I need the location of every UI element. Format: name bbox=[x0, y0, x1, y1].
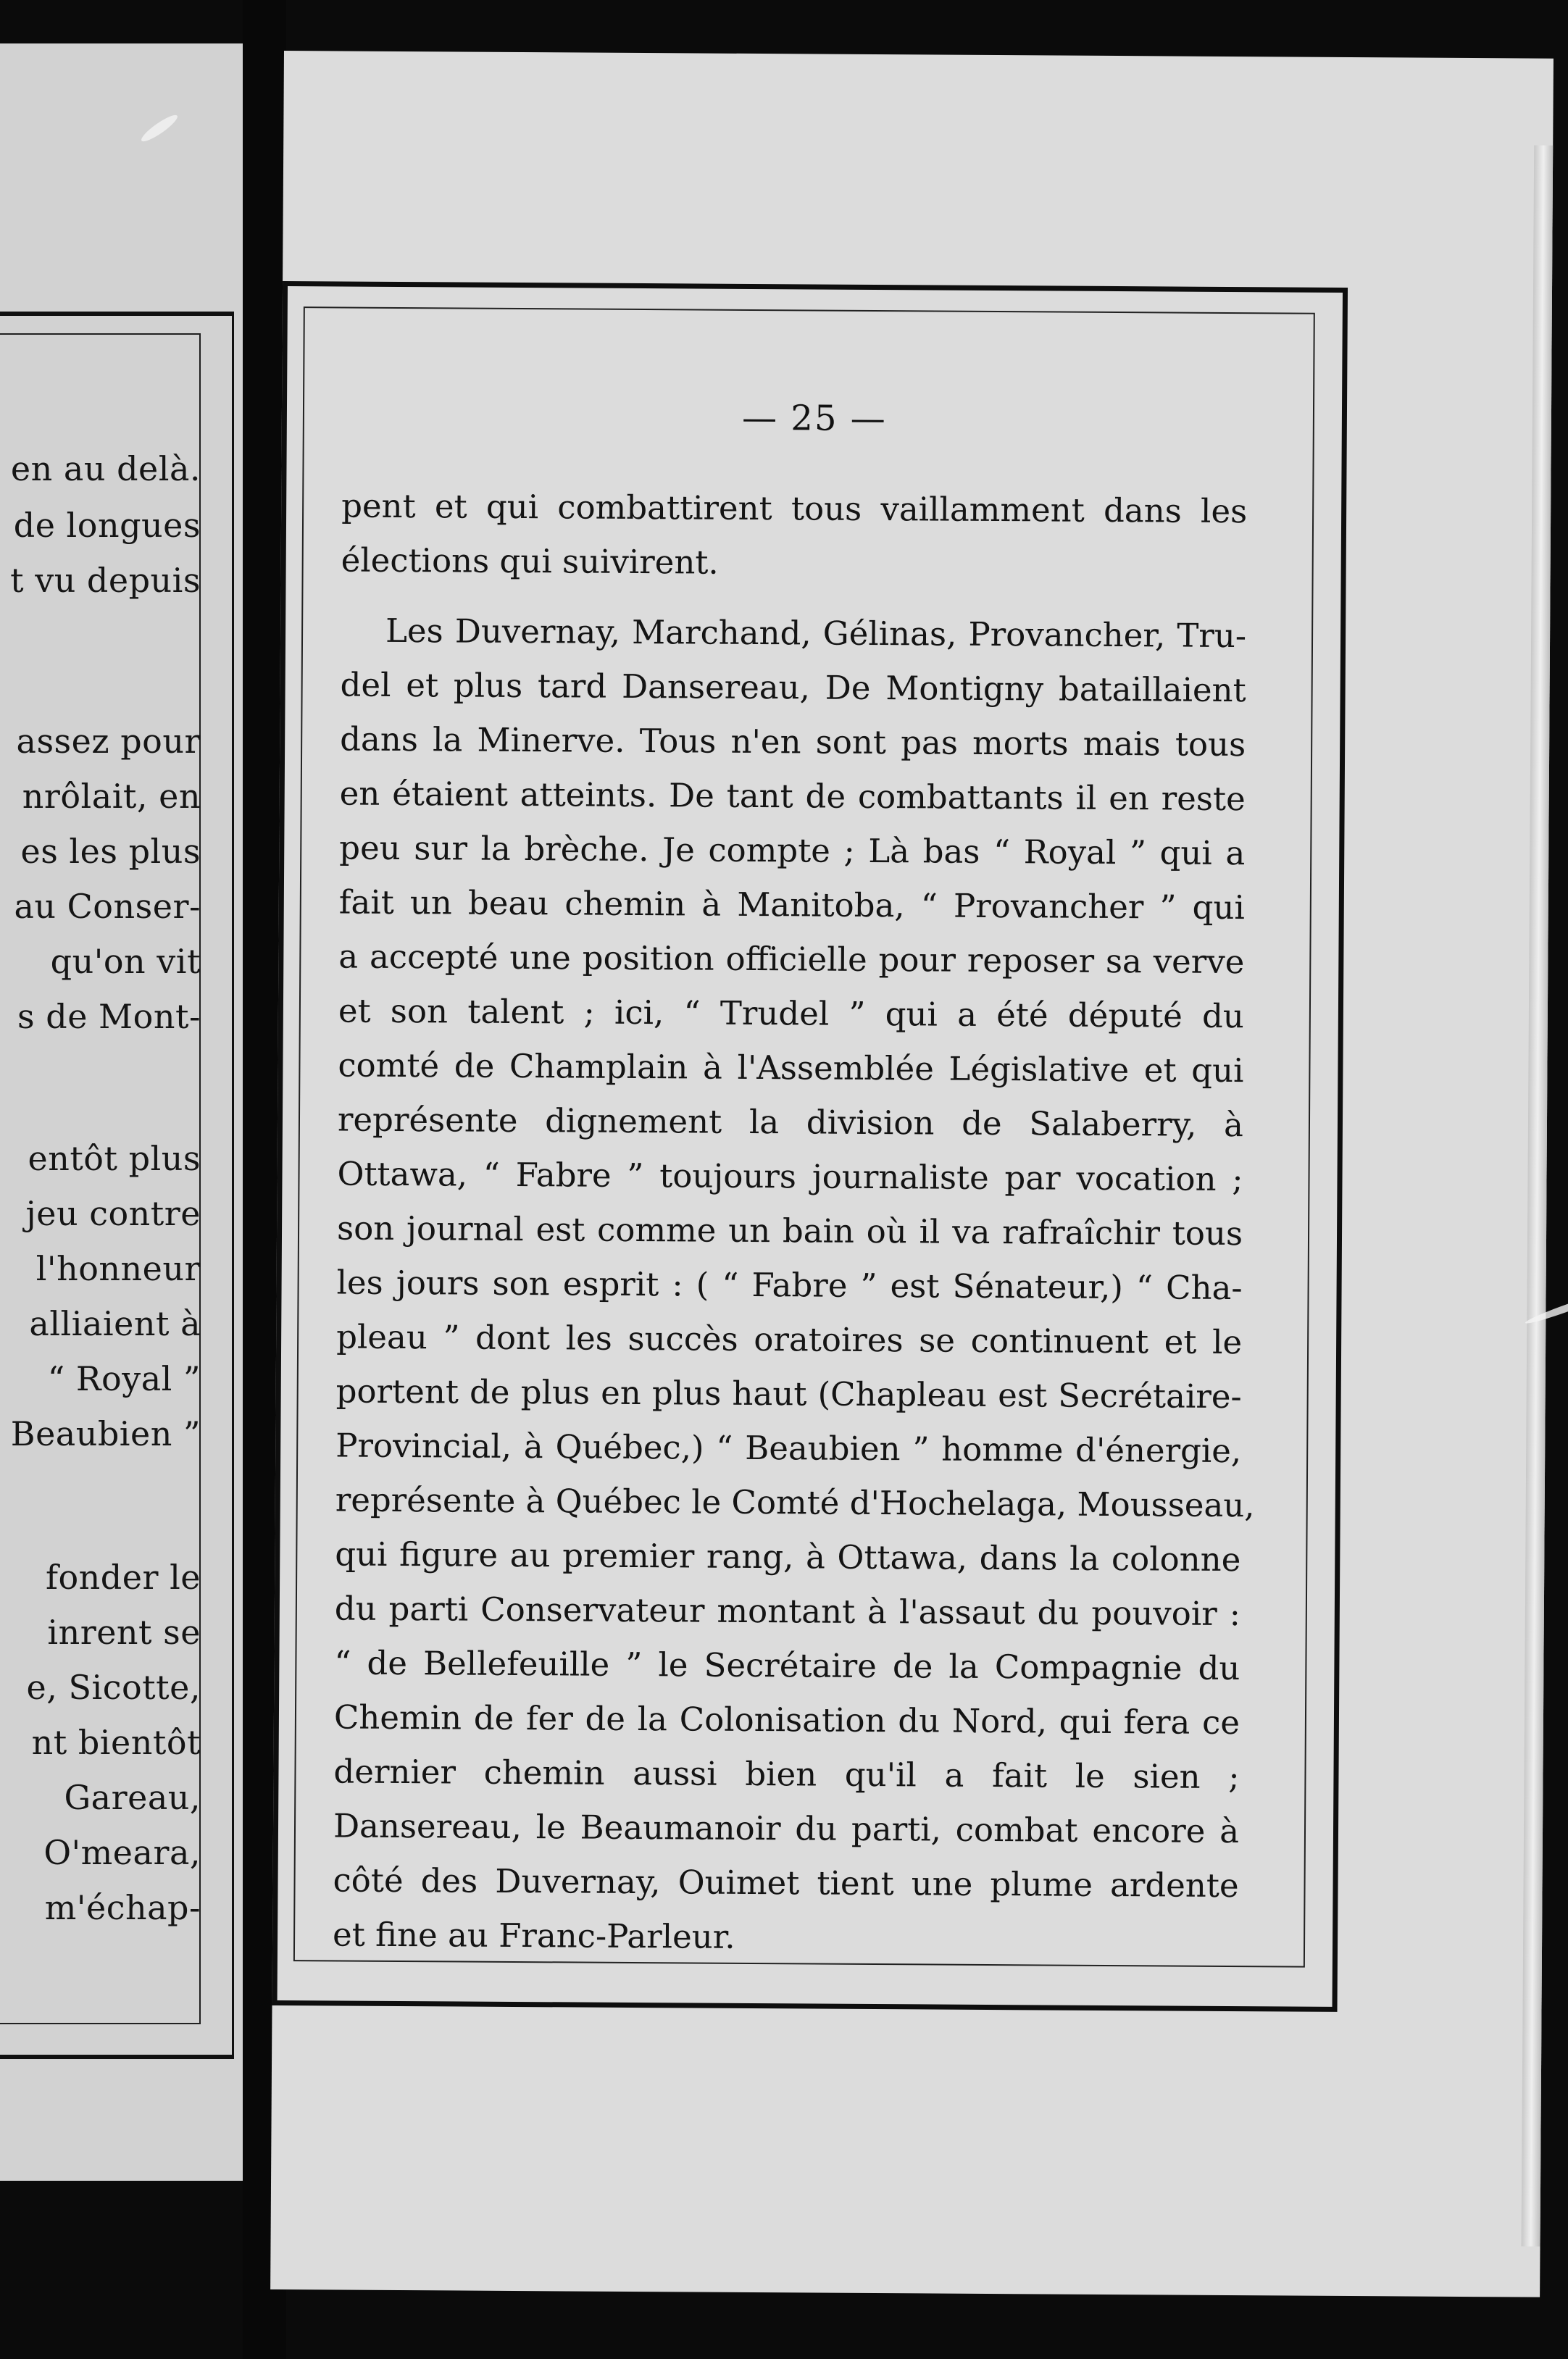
text-line: comté de Champlain à l'Assemblée Législative et qui bbox=[338, 1045, 1244, 1090]
text-line: portent de plus en plus haut (Chapleau est Secrétaire- bbox=[335, 1371, 1242, 1416]
left-page-line: de longues bbox=[13, 506, 201, 545]
left-page-line: “ Royal ” bbox=[47, 1359, 201, 1398]
left-page-line: l'honneur bbox=[36, 1249, 201, 1288]
text-line: les jours son esprit : ( “ Fabre ” est Sénateur,) “ Cha- bbox=[336, 1263, 1243, 1308]
left-page-line: O'meara, bbox=[43, 1833, 201, 1872]
left-page-line: entôt plus bbox=[28, 1139, 201, 1178]
left-page-line: e, Sicotte, bbox=[26, 1668, 201, 1707]
left-page bbox=[0, 43, 243, 2181]
left-page-line: assez pour bbox=[16, 722, 201, 761]
right-page bbox=[270, 51, 1554, 2297]
left-page-line: m'échap- bbox=[44, 1888, 201, 1927]
text-line: dernier chemin aussi bien qu'il a fait le sien ; bbox=[333, 1752, 1240, 1797]
text-line: représente dignement la division de Salaberry, à bbox=[337, 1100, 1244, 1145]
body-text bbox=[332, 478, 1255, 1967]
left-page-line: nrôlait, en bbox=[22, 777, 201, 816]
text-line: dans la Minerve. Tous n'en sont pas morts mais tous bbox=[340, 719, 1246, 764]
text-line: qui figure au premier rang, à Ottawa, dans la colonne bbox=[335, 1535, 1241, 1579]
left-page-line: alliaient à bbox=[29, 1304, 201, 1343]
left-page-line: Gareau, bbox=[64, 1778, 201, 1817]
page-number: — 25 — bbox=[741, 397, 887, 440]
left-page-line: en au delà. bbox=[10, 449, 201, 488]
text-line: représente à Québec le Comté d'Hochelaga, Mousseau, bbox=[335, 1480, 1255, 1525]
left-page-line: inrent se bbox=[47, 1613, 201, 1652]
text-line: Chemin de fer de la Colonisation du Nord, qui fera ce bbox=[333, 1698, 1240, 1742]
left-page-line: s de Mont- bbox=[17, 997, 201, 1036]
page-frame-outer bbox=[272, 281, 1348, 2012]
left-page-line: es les plus bbox=[20, 832, 201, 871]
text-line: Les Duvernay, Marchand, Gélinas, Provancher, Tru- bbox=[385, 611, 1247, 656]
text-line: et fine au Franc-Parleur. bbox=[332, 1915, 735, 1956]
text-line: son journal est comme un bain où il va rafraîchir tous bbox=[336, 1208, 1243, 1253]
left-page-line: fonder le bbox=[45, 1558, 201, 1597]
left-page-line: jeu contre bbox=[25, 1194, 201, 1233]
text-line: fait un beau chemin à Manitoba, “ Provancher ” qui bbox=[338, 882, 1245, 927]
left-page-line: qu'on vit bbox=[50, 942, 201, 981]
text-line: Ottawa, “ Fabre ” toujours journaliste par vocation ; bbox=[337, 1154, 1243, 1199]
text-line: a accepté une position officielle pour reposer sa verve bbox=[338, 937, 1245, 982]
text-line: “ de Bellefeuille ” le Secrétaire de la Compagnie du bbox=[334, 1643, 1240, 1688]
left-page-line: t vu depuis bbox=[10, 561, 201, 600]
text-line: Provincial, à Québec,) “ Beaubien ” homme d'énergie, bbox=[335, 1426, 1242, 1471]
page-edge-stack bbox=[1522, 146, 1554, 2247]
text-line: côté des Duvernay, Ouimet tient une plume ardente bbox=[333, 1861, 1239, 1905]
text-line: pent et qui combattirent tous vaillamment dans les bbox=[341, 486, 1248, 531]
text-line: en étaient atteints. De tant de combattants il en reste bbox=[339, 774, 1246, 819]
text-line: et son talent ; ici, “ Trudel ” qui a été député du bbox=[338, 991, 1245, 1036]
left-page-line: au Conser- bbox=[14, 887, 201, 926]
text-line: del et plus tard Dansereau, De Montigny bataillaient bbox=[340, 665, 1246, 710]
text-line: du parti Conservateur montant à l'assaut du pouvoir : bbox=[334, 1589, 1241, 1634]
left-page-line: nt bientôt bbox=[31, 1723, 201, 1762]
text-line: élections qui suivirent. bbox=[341, 540, 719, 582]
left-page-line: Beaubien ” bbox=[10, 1414, 201, 1453]
text-line: Dansereau, le Beaumanoir du parti, combat encore à bbox=[333, 1806, 1240, 1851]
text-line: peu sur la brèche. Je compte ; Là bas “ Royal ” qui a bbox=[339, 828, 1246, 873]
text-line: pleau ” dont les succès oratoires se continuent et le bbox=[335, 1317, 1243, 1362]
